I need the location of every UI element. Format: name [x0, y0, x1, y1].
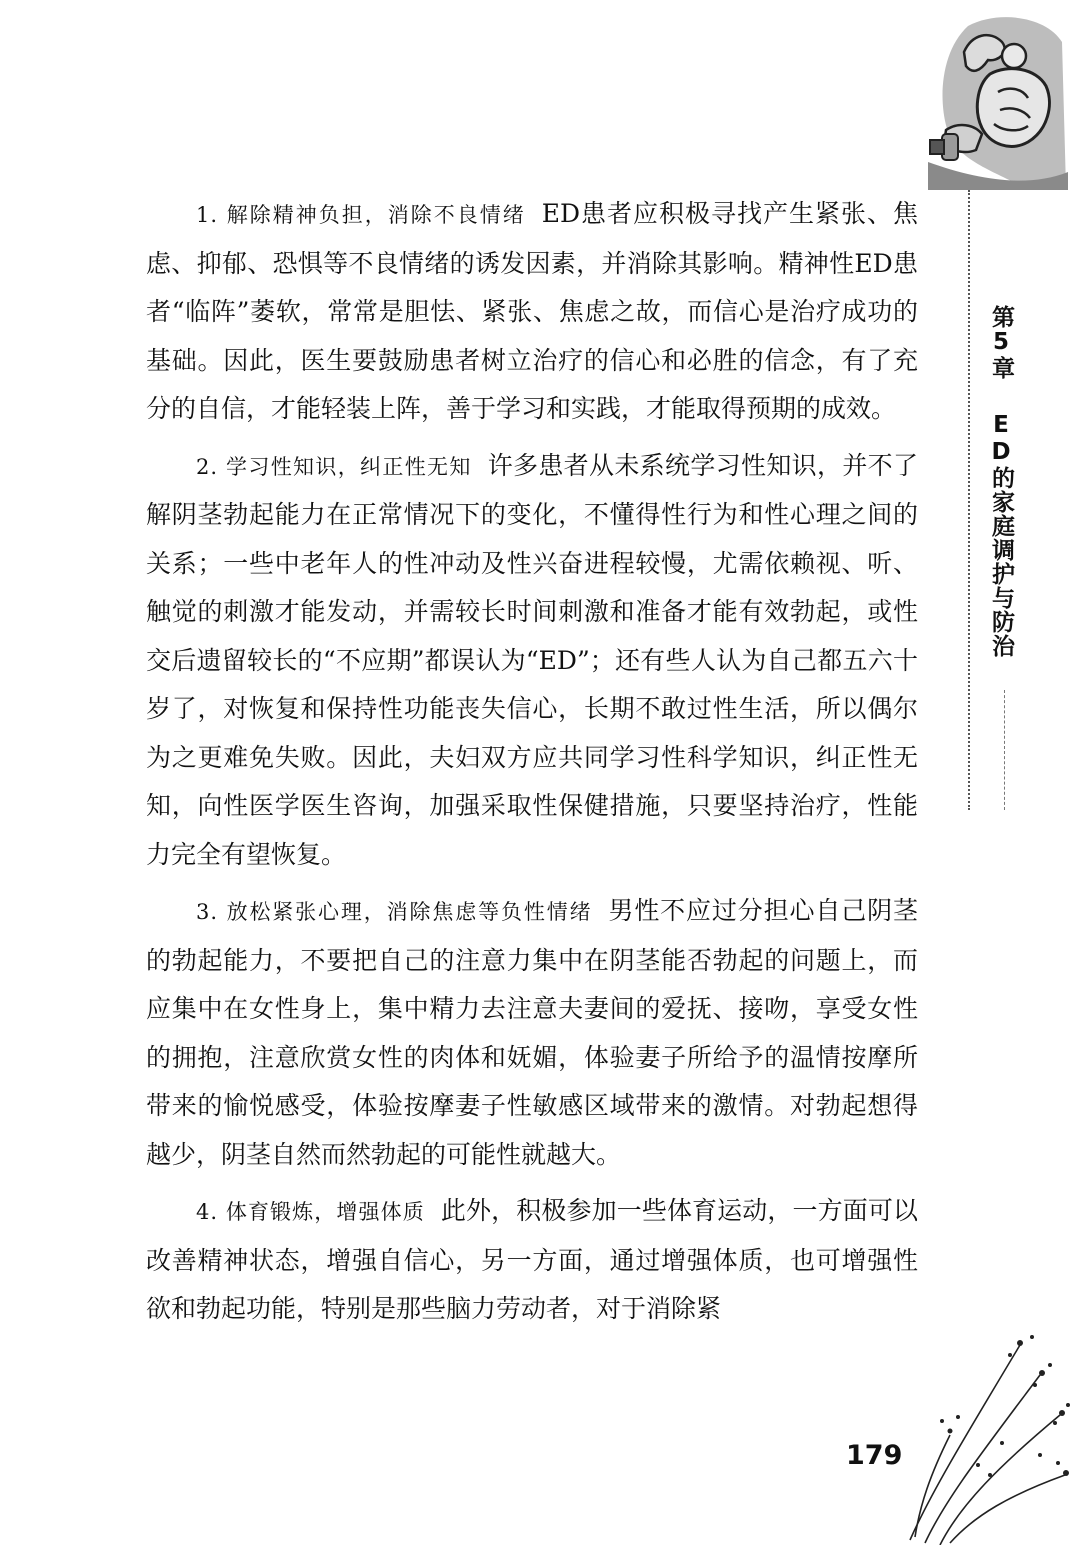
paragraph-3-heading: 3. 放松紧张心理，消除焦虑等负性情绪 — [196, 900, 593, 924]
side-divider-line-secondary — [1004, 690, 1006, 810]
side-divider-line — [968, 190, 972, 810]
chapter-label: 第5章 — [988, 305, 1014, 380]
paragraph-4-heading: 4. 体育锻炼，增强体质 — [196, 1200, 425, 1224]
paragraph-1 — [146, 190, 918, 434]
body-text — [146, 190, 918, 1334]
page-number: 179 — [846, 1440, 903, 1471]
paragraph-2 — [146, 442, 918, 880]
chapter-title: ED的家庭调护与防治 — [988, 412, 1014, 658]
strongman-illustration-icon — [928, 12, 1068, 190]
paragraph-2-text: 许多患者从未系统学习性知识，并不了解阴茎勃起能力在正常情况下的变化，不懂得性行为和性心理之间的关系；一些中老年人的性冲动及性兴奋进程较慢，尤需依赖视、听、触觉的刺激才能发动，并需较长时间刺激和准备才能有效勃起，或性交后遗留较长的“不应期”都误认为“ED”；还有些人认为自己都五六十岁了，对恢复和保持性功能丧失信心，长期不敢过性生活，所以偶尔为之更难免失败。因此，夫妇双方应共同学习性科学知识，纠正性无知，向性医学医生咨询，加强采取性保健措施，只要坚持治疗，性能力完全有望恢复。 — [146, 450, 918, 869]
paragraph-3-text: 男性不应过分担心自己阴茎的勃起能力，不要把自己的注意力集中在阴茎能否勃起的问题上，而应集中在女性身上，集中精力去注意夫妻间的爱抚、接吻，享受女性的拥抱，注意欣赏女性的肉体和妩媚，体验妻子所给予的温情按摩所带来的愉悦感受，体验按摩妻子性敏感区域带来的激情。对勃起想得越少，阴茎自然而然勃起的可能性就越大。 — [146, 896, 918, 1169]
paragraph-1-text: ED患者应积极寻找产生紧张、焦虑、抑郁、恐惧等不良情绪的诱发因素，并消除其影响。精神性ED患者“临阵”萎软，常常是胆怯、紧张、焦虑之故，而信心是治疗成功的基础。因此，医生要鼓励患者树立治疗的信心和必胜的信念，有了充分的自信，才能轻装上阵，善于学习和实践，才能取得预期的成效。 — [146, 199, 918, 423]
paragraph-3 — [146, 887, 918, 1179]
paragraph-4-text: 此外，积极参加一些体育运动，一方面可以改善精神状态，增强自信心，另一方面，通过增强体质，也可增强性欲和勃起功能，特别是那些脑力劳动者，对于消除紧 — [146, 1196, 918, 1323]
paragraph-4 — [146, 1187, 918, 1334]
sparkle-decoration-icon — [890, 1325, 1075, 1545]
paragraph-2-heading: 2. 学习性知识，纠正性无知 — [196, 454, 472, 479]
paragraph-1-heading: 1. 解除精神负担，消除不良情绪 — [196, 203, 526, 227]
